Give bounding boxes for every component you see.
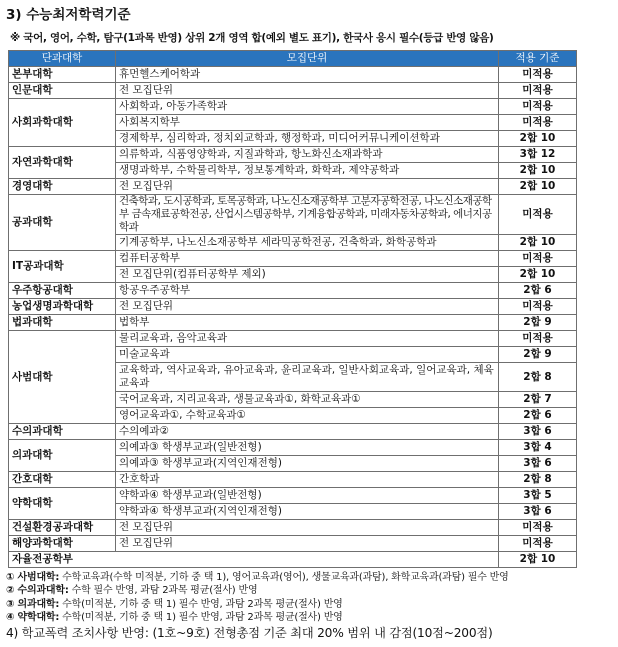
section-heading: 3) 수능최저학력기준	[6, 7, 131, 23]
college-cell: 수의과대학	[9, 424, 116, 440]
criteria-table	[8, 50, 577, 568]
college-cell: 사회과학대학	[9, 99, 116, 147]
college-cell: 농업생명과학대학	[9, 299, 116, 315]
table-row	[9, 283, 577, 299]
criteria-cell: 2합 9	[499, 347, 577, 363]
criteria-cell: 2합 10	[499, 179, 577, 195]
college-cell: 사범대학	[9, 331, 116, 424]
table-row	[9, 440, 577, 456]
criteria-cell: 2합 6	[499, 408, 577, 424]
table-row	[9, 488, 577, 504]
criteria-cell: 2합 6	[499, 283, 577, 299]
college-cell: 간호대학	[9, 472, 116, 488]
header-unit: 모집단위	[116, 51, 499, 67]
college-cell: 자율전공학부	[9, 552, 499, 568]
unit-cell: 약학과④ 학생부교과(일반전형)	[116, 488, 499, 504]
college-cell: 건설환경공과대학	[9, 520, 116, 536]
footnote-label: ② 수의과대학:	[6, 585, 69, 597]
criteria-cell: 미적용	[499, 520, 577, 536]
footnote-label: ④ 약학대학:	[6, 612, 60, 624]
unit-cell: 항공우주공학부	[116, 283, 499, 299]
criteria-note: ※ 국어, 영어, 수학, 탐구(1과목 반영) 상위 2개 영역 합(예외 별도 표기), 한국사 응시 필수(등급 반영 않음)	[10, 32, 494, 44]
criteria-cell: 미적용	[499, 195, 577, 235]
footnote-text: 수학 필수 반영, 과탐 2과목 평균(절사) 반영	[68, 585, 258, 597]
unit-cell: 사회복지학부	[116, 115, 499, 131]
unit-cell: 수의예과②	[116, 424, 499, 440]
school-violence-note: 4) 학교폭력 조치사항 반영: (1호~9호) 전형총점 기준 최대 20% 범위 내 감점(10점~200점)	[6, 625, 493, 640]
unit-cell: 교육학과, 역사교육과, 유아교육과, 윤리교육과, 일반사회교육과, 일어교육과, 체육교육과	[116, 363, 499, 392]
criteria-cell: 3합 6	[499, 456, 577, 472]
criteria-cell: 미적용	[499, 115, 577, 131]
unit-cell: 미술교육과	[116, 347, 499, 363]
footnote-text: 수학(미적분, 기하 중 택 1) 필수 반영, 과탐 2과목 평균(절사) 반영	[59, 612, 343, 624]
footnote-label: ① 사범대학:	[6, 572, 60, 583]
college-cell: 자연과학대학	[9, 147, 116, 179]
footnotes	[6, 571, 509, 642]
table-row	[9, 67, 577, 83]
table-row	[9, 424, 577, 440]
criteria-cell: 2합 9	[499, 315, 577, 331]
footnote-text: 수학(미적분, 기하 중 택 1) 필수 반영, 과탐 2과목 평균(절사) 반영	[59, 598, 343, 610]
unit-cell: 생명과학부, 수학물리학부, 정보통계학과, 화학과, 제약공학과	[116, 163, 499, 179]
criteria-cell: 2합 10	[499, 131, 577, 147]
criteria-cell: 2합 8	[499, 472, 577, 488]
footnote-label: ③ 의과대학:	[6, 598, 60, 610]
criteria-cell: 3합 6	[499, 504, 577, 520]
unit-cell: 물리교육과, 음악교육과	[116, 331, 499, 347]
table-row	[9, 299, 577, 315]
criteria-cell: 2합 10	[499, 267, 577, 283]
unit-cell: 전 모집단위(컴퓨터공학부 제외)	[116, 267, 499, 283]
college-cell: 약학대학	[9, 488, 116, 520]
college-cell: 경영대학	[9, 179, 116, 195]
college-cell: 의과대학	[9, 440, 116, 472]
unit-cell: 전 모집단위	[116, 179, 499, 195]
college-cell: 본부대학	[9, 67, 116, 83]
college-cell: 인문대학	[9, 83, 116, 99]
table-row	[9, 195, 577, 235]
footnote-4	[6, 611, 509, 624]
college-cell: 공과대학	[9, 195, 116, 251]
unit-cell: 전 모집단위	[116, 83, 499, 99]
criteria-cell: 2합 10	[499, 163, 577, 179]
table-row	[9, 520, 577, 536]
table-row	[9, 536, 577, 552]
table-row	[9, 472, 577, 488]
college-cell: 법과대학	[9, 315, 116, 331]
college-cell: 해양과학대학	[9, 536, 116, 552]
table-row	[9, 251, 577, 267]
footnote-text: 수학교육과(수학 미적분, 기하 중 택 1), 영어교육과(영어), 생물교육과(과탐), 화학교육과(과탐) 필수 반영	[59, 572, 509, 583]
college-cell: 우주항공대학	[9, 283, 116, 299]
unit-cell: 법학부	[116, 315, 499, 331]
table-row	[9, 179, 577, 195]
unit-cell: 컴퓨터공학부	[116, 251, 499, 267]
college-cell: IT공과대학	[9, 251, 116, 283]
table-row	[9, 147, 577, 163]
footnote-2	[6, 584, 509, 597]
unit-cell: 사회학과, 아동가족학과	[116, 99, 499, 115]
criteria-cell: 미적용	[499, 331, 577, 347]
header-college: 단과대학	[9, 51, 116, 67]
criteria-cell: 3합 4	[499, 440, 577, 456]
unit-cell: 전 모집단위	[116, 520, 499, 536]
criteria-cell: 미적용	[499, 99, 577, 115]
criteria-cell: 미적용	[499, 536, 577, 552]
unit-cell: 국어교육과, 지리교육과, 생물교육과①, 화학교육과①	[116, 392, 499, 408]
table-row	[9, 99, 577, 115]
table-row	[9, 331, 577, 347]
unit-cell: 의예과③ 학생부교과(지역인재전형)	[116, 456, 499, 472]
table-header-row	[9, 51, 577, 67]
criteria-cell: 3합 12	[499, 147, 577, 163]
criteria-cell: 2합 7	[499, 392, 577, 408]
table-row	[9, 315, 577, 331]
criteria-cell: 2합 10	[499, 552, 577, 568]
unit-cell: 의류학과, 식품영양학과, 지질과학과, 항노화신소재과학과	[116, 147, 499, 163]
unit-cell: 건축학과, 도시공학과, 토목공학과, 나노신소재공학부 고분자공학전공, 나노신소재공학부 금속재료공학전공, 산업시스템공학부, 기계융합공학과, 미래자동차공학과, 에너지공학과	[116, 195, 499, 235]
criteria-cell: 미적용	[499, 299, 577, 315]
criteria-cell: 3합 6	[499, 424, 577, 440]
criteria-cell: 2합 8	[499, 363, 577, 392]
unit-cell: 전 모집단위	[116, 536, 499, 552]
criteria-cell: 미적용	[499, 67, 577, 83]
footnote-3	[6, 598, 509, 611]
header-criteria: 적용 기준	[499, 51, 577, 67]
unit-cell: 영어교육과①, 수학교육과①	[116, 408, 499, 424]
criteria-cell: 미적용	[499, 83, 577, 99]
unit-cell: 약학과④ 학생부교과(지역인재전형)	[116, 504, 499, 520]
table-row	[9, 83, 577, 99]
table-row	[9, 552, 577, 568]
unit-cell: 의예과③ 학생부교과(일반전형)	[116, 440, 499, 456]
unit-cell: 전 모집단위	[116, 299, 499, 315]
unit-cell: 경제학부, 심리학과, 정치외교학과, 행정학과, 미디어커뮤니케이션학과	[116, 131, 499, 147]
criteria-cell: 미적용	[499, 251, 577, 267]
unit-cell: 휴먼헬스케어학과	[116, 67, 499, 83]
criteria-cell: 2합 10	[499, 235, 577, 251]
unit-cell: 간호학과	[116, 472, 499, 488]
unit-cell: 기계공학부, 나노신소재공학부 세라믹공학전공, 건축학과, 화학공학과	[116, 235, 499, 251]
criteria-cell: 3합 5	[499, 488, 577, 504]
footnote-1	[6, 571, 509, 584]
